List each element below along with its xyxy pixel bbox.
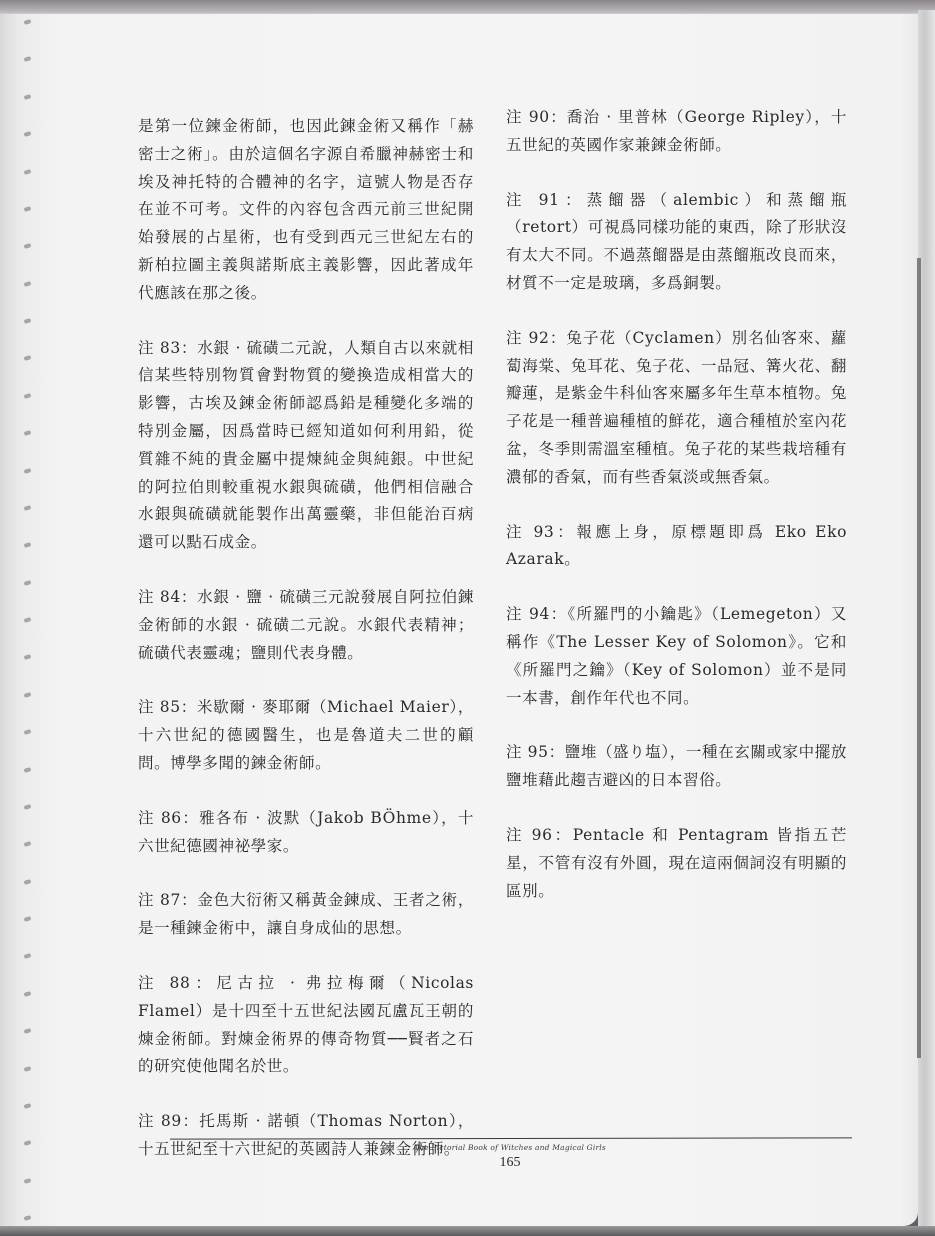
footnote-label: 注 94：: [506, 605, 568, 624]
binding-hole: [24, 729, 32, 735]
binding-hole: [24, 617, 32, 623]
footnote-text: 兔子花（Cyclamen）別名仙客來、蘿蔔海棠、兔耳花、兔子花、一品冠、篝火花、翻瓣蓮，是紫金牛科仙客來屬多年生草本植物。兔子花是一種普遍種植的鮮花，適合種植於室內花盆，冬季則需溫室種植。兔子花的某些栽培種有濃郁的香氣，而有些香氣淡或無香氣。: [506, 328, 847, 486]
binding-hole: [24, 1140, 32, 1146]
footnote-label: 注 85：: [138, 698, 197, 717]
footnote-label: 注 91：: [506, 190, 587, 209]
footnote-84: [138, 584, 474, 667]
binding-hole: [24, 131, 32, 137]
footnote-label: 注 90：: [506, 108, 567, 126]
binding-hole: [24, 1178, 32, 1184]
footnote-text: 水銀 · 硫磺二元說，人類自古以來就相信某些特別物質會對物質的變換造成相當大的影響，古埃及鍊金術師認爲鉛是種變化多端的特別金屬，因爲當時已經知道如何利用鉛，從質雜不純的貴金屬中提煉純金與純銀。中世紀的阿拉伯則較重視水銀與硫磺，他們相信融合水銀與硫磺就能製作出萬靈藥，非但能治百病還可以點石成金。: [138, 338, 475, 552]
page-edge-shadow: [917, 258, 921, 1058]
footnote-89: [138, 1108, 474, 1164]
footnote-86: [138, 805, 474, 861]
footnote-text: 金色大衍術又稱黃金鍊成、王者之術，是一種鍊金術中，讓自身成仙的思想。: [138, 891, 475, 938]
footnote-87: [138, 887, 474, 943]
footnote-label: 注 84：: [138, 587, 198, 606]
binding-hole: [24, 1103, 32, 1109]
footnote-92: [506, 325, 847, 492]
left-column: [138, 113, 474, 1191]
continued-note-text: 是第一位鍊金術師，也因此鍊金術又稱作「赫密士之術」。由於這個名字源自希臘神赫密士和埃及神托特的合體神的名字，這號人物是否存在並不可考。文件的內容包含西元前三世紀開始發展的占星術，也有受到西元三世紀左右的新柏拉圖主義與諾斯底主義影響，因此著成年代應該在那之後。: [138, 117, 474, 302]
footnote-label: 注 83：: [138, 338, 198, 357]
binding-hole: [24, 169, 32, 175]
footnote-88: [138, 970, 474, 1081]
binding-hole: [24, 580, 32, 586]
binding-hole: [24, 355, 32, 361]
binding-hole: [24, 804, 32, 810]
binding-hole: [24, 916, 32, 922]
right-column: [506, 104, 847, 932]
footnote-96: [506, 822, 847, 905]
footnote-label: 注 96：: [506, 825, 573, 844]
footnote-text: 雅各布 · 波默（Jakob BÖhme），十六世紀德國神祕學家。: [138, 808, 474, 855]
binding-hole: [24, 1028, 32, 1034]
footnote-label: 注 95：: [506, 743, 565, 762]
footnote-label: 注 89：: [138, 1112, 200, 1131]
binding-hole: [24, 1066, 32, 1072]
binding-hole: [24, 991, 32, 997]
binding-hole: [24, 56, 32, 62]
footnote-label: 注 93：: [506, 522, 577, 541]
footnote-85: [138, 694, 474, 777]
footnote-text: 蒸餾器（alembic）和蒸餾瓶（retort）可視爲同樣功能的東西，除了形狀沒有太大不同。不過蒸餾器是由蒸餾瓶改良而來，材質不一定是玻璃，多爲銅製。: [506, 190, 847, 292]
footnote-text: 托馬斯 · 諾頓（Thomas Norton），十五世紀至十六世紀的英國詩人兼鍊金術師。: [138, 1112, 474, 1158]
binding-hole: [24, 318, 32, 324]
footnote-label: 注 87：: [138, 891, 198, 910]
binding-hole: [24, 243, 32, 249]
footnote-text: 水銀 · 鹽 · 硫磺三元說發展自阿拉伯鍊金術師的水銀 · 硫磺二元說。水銀代表精神；硫磺代表靈魂；鹽則代表身體。: [138, 587, 474, 662]
footnote-text: 米歇爾 · 麥耶爾（Michael Maier），十六世紀的德國醫生，也是魯道夫二世的顧問。博學多聞的鍊金術師。: [138, 698, 474, 772]
footnote-93: [506, 519, 847, 575]
binding-hole: [24, 542, 32, 548]
binding-hole: [24, 281, 32, 287]
footnote-91: [506, 187, 847, 298]
footnote-83: [138, 335, 474, 557]
footnote-label: 注 92：: [506, 328, 567, 347]
binding-hole: [24, 654, 32, 660]
running-footer: The Pictorial Book of Witches and Magical Girls: [414, 1143, 606, 1152]
footnote-text: 鹽堆（盛り塩），一種在玄關或家中擺放鹽堆藉此趨吉避凶的日本習俗。: [506, 743, 847, 790]
binding-hole: [24, 879, 32, 885]
spiral-binding: [24, 20, 36, 1220]
footnote-95: [506, 739, 847, 795]
binding-hole: [24, 692, 32, 698]
footnote-text: 尼古拉 · 弗拉梅爾（Nicolas Flamel）是十四至十五世紀法國瓦盧瓦王朝的煉金術師。對煉金術界的傳奇物質──賢者之石的研究使他聞名於世。: [138, 973, 474, 1076]
binding-hole: [24, 19, 32, 25]
footnote-text: 喬治 · 里普林（George Ripley），十五世紀的英國作家兼鍊金術師。: [506, 108, 847, 154]
binding-hole: [24, 206, 32, 212]
footnote-text: 《所羅門的小鑰匙》（Lemegeton）又稱作《The Lesser Key of Solomon》。它和《所羅門之鑰》（Key of Solomon）並不是同一本書，創作年代也不同。: [506, 605, 847, 707]
binding-hole: [24, 953, 32, 959]
binding-hole: [24, 505, 32, 511]
footnote-text: 報應上身，原標題即爲 Eko Eko Azarak。: [506, 522, 848, 569]
binding-hole: [24, 94, 32, 100]
binding-hole: [24, 430, 32, 436]
scan-bottom-shadow: [0, 1226, 935, 1236]
binding-hole: [24, 767, 32, 773]
footnote-text: Pentacle 和 Pentagram 皆指五芒星，不管有沒有外圓，現在這兩個詞沒有明顯的區別。: [506, 825, 847, 900]
footnote-label: 注 86：: [138, 808, 200, 827]
page-number: 165: [499, 1155, 521, 1170]
footnote-label: 注 88：: [138, 973, 217, 992]
binding-hole: [24, 393, 32, 399]
footnote-90: [506, 104, 847, 160]
binding-hole: [24, 841, 32, 847]
footnote-94: [506, 601, 847, 712]
binding-hole: [24, 468, 32, 474]
